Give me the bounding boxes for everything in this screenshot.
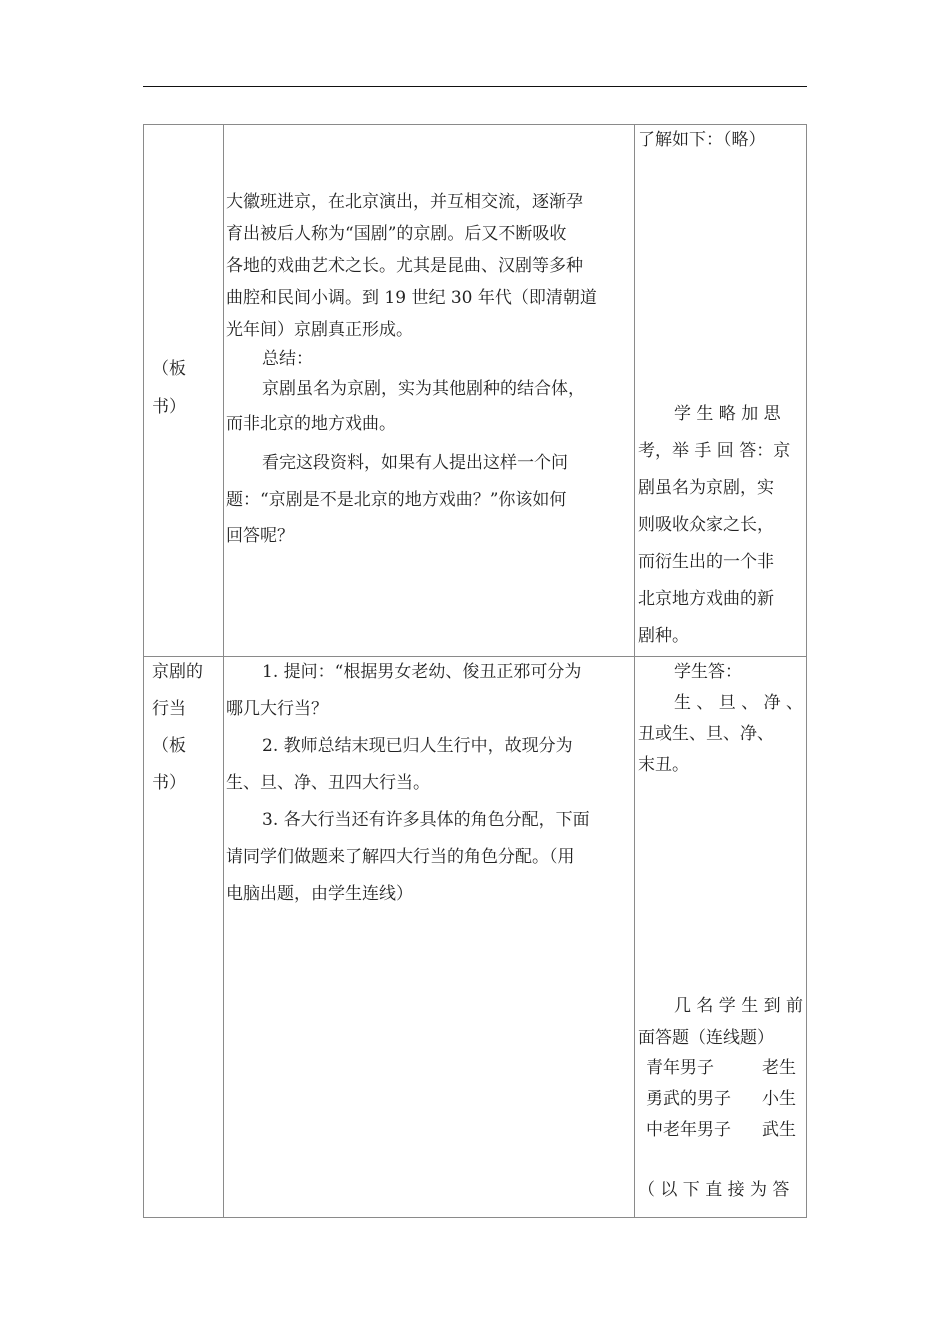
row1-main-line: 光年间）京剧真正形成。 [226, 320, 413, 340]
row1-side-line: 考，举 手 回 答：京 [638, 441, 791, 461]
row1-main-line: 题：“京剧是不是北京的地方戏曲？”你该如何 [226, 490, 567, 510]
row2-main-line: 电脑出题，由学生连线） [226, 884, 413, 904]
row2-side-line: （ 以 下 直 接 为 答 [638, 1180, 790, 1200]
row2-main-line: 2. 教师总结末现已归人生行中，故现分为 [262, 736, 573, 756]
table-border-top [143, 124, 807, 125]
header-rule [143, 86, 807, 87]
row2-label-line: 京剧的 [152, 662, 203, 682]
row2-main-line: 生、旦、净、丑四大行当。 [226, 773, 430, 793]
match-left: 青年男子 [646, 1058, 714, 1078]
match-left: 中老年男子 [646, 1120, 731, 1140]
row1-main-line: 育出被后人称为“国剧”的京剧。后又不断吸收 [226, 224, 567, 244]
match-right: 小生 [762, 1089, 796, 1109]
row1-main-line: 大徽班进京，在北京演出，并互相交流，逐渐孕 [226, 192, 583, 212]
table-border-middle [143, 656, 807, 657]
row2-side-line: 丑或生、旦、净、 [638, 724, 774, 744]
row1-side-line: 剧种。 [638, 626, 689, 646]
row2-label-line: 书） [152, 773, 186, 793]
table-border-left [143, 124, 144, 1218]
table-border-bottom [143, 1217, 807, 1218]
table-border-right [806, 124, 807, 1218]
row1-main-line: 曲腔和民间小调。到 19 世纪 30 年代（即清朝道 [226, 288, 597, 308]
row1-side-line: 了解如下：（略） [638, 130, 766, 150]
row1-side-line: 而衍生出的一个非 [638, 552, 774, 572]
match-left: 勇武的男子 [646, 1089, 731, 1109]
row2-side-line: 生 、 旦 、 净 、 [674, 693, 804, 713]
row1-label-line: 书） [152, 397, 186, 417]
row2-side-line: 末丑。 [638, 755, 689, 775]
table-divider-2 [634, 124, 635, 1218]
row1-main-line: 京剧虽名为京剧，实为其他剧种的结合体， [262, 379, 585, 399]
row1-main-line: 回答呢？ [226, 526, 294, 546]
row1-label-line: （板 [152, 359, 186, 379]
table-divider-1 [223, 124, 224, 1218]
row1-side-line: 北京地方戏曲的新 [638, 589, 774, 609]
row2-main-line: 1. 提问：“根据男女老幼、俊丑正邪可分为 [262, 662, 582, 682]
row1-side-line: 学 生 略 加 思 [674, 404, 781, 424]
row1-side-line: 剧虽名为京剧，实 [638, 478, 774, 498]
row2-main-line: 3. 各大行当还有许多具体的角色分配，下面 [262, 810, 590, 830]
row1-main-line: 总结： [262, 349, 313, 369]
row2-label-line: （板 [152, 736, 186, 756]
row2-side-line: 面答题（连线题） [638, 1028, 774, 1048]
match-right: 武生 [762, 1120, 796, 1140]
match-right: 老生 [762, 1058, 796, 1078]
row1-main-line: 各地的戏曲艺术之长。尤其是昆曲、汉剧等多种 [226, 256, 583, 276]
row1-main-line: 看完这段资料，如果有人提出这样一个问 [262, 453, 568, 473]
row2-main-line: 哪几大行当？ [226, 699, 328, 719]
row2-side-line: 几 名 学 生 到 前 [674, 996, 804, 1016]
row1-main-line: 而非北京的地方戏曲。 [226, 414, 396, 434]
row1-side-line: 则吸收众家之长， [638, 515, 774, 535]
row2-main-line: 请同学们做题来了解四大行当的角色分配。（用 [226, 847, 575, 867]
row2-label-line: 行当 [152, 699, 186, 719]
row2-side-line: 学生答： [674, 662, 742, 682]
